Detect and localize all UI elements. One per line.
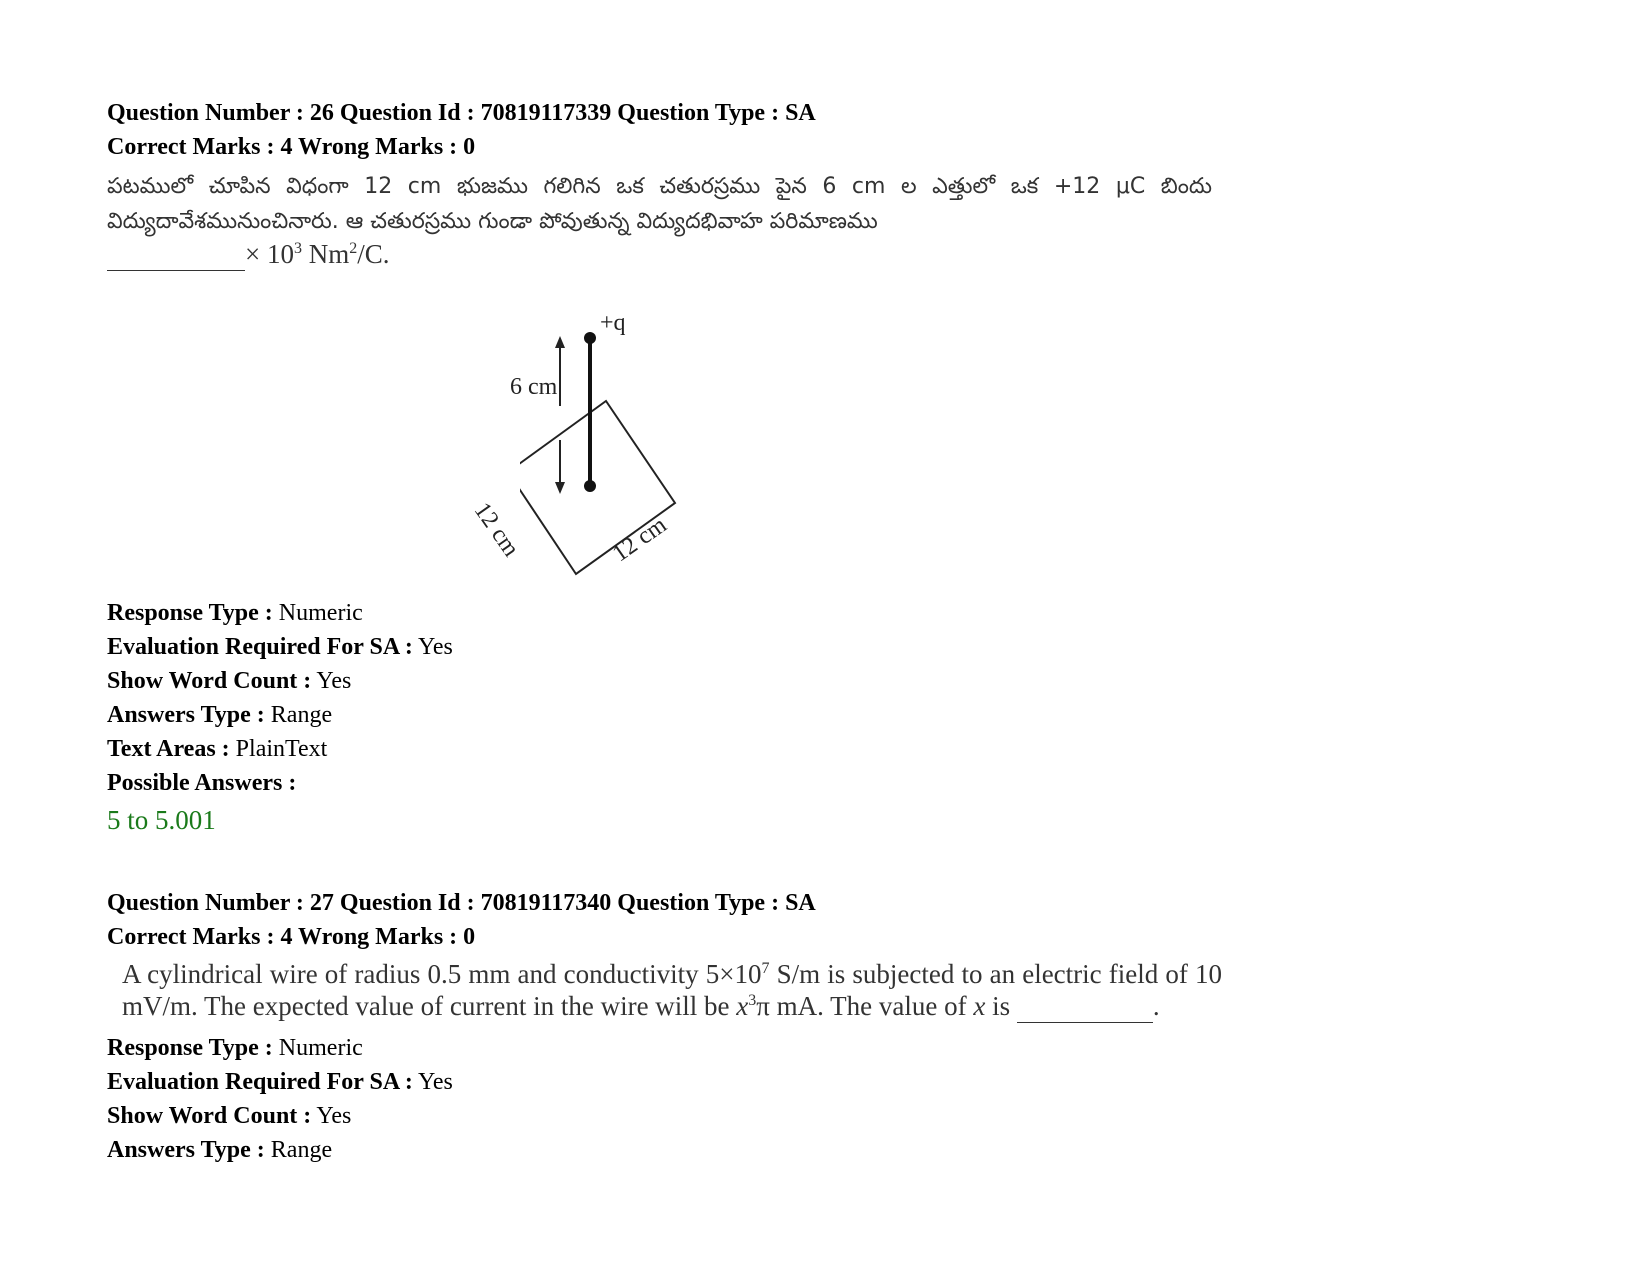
meta-text-areas: Text Areas : PlainText: [107, 736, 328, 762]
arrow-down-icon: [555, 482, 565, 494]
side-bottom-label: 12 cm: [608, 511, 672, 568]
meta-show-word-count: Show Word Count : Yes: [107, 668, 352, 694]
marks-line: Correct Marks : 4 Wrong Marks : 0: [107, 924, 476, 950]
possible-answer-value: 5 to 5.001: [107, 805, 216, 835]
meta-answers-type: Answers Type : Range: [107, 702, 333, 728]
meta-possible-answers: Possible Answers :: [107, 770, 297, 796]
meta-answers-type: Answers Type : Range: [107, 1137, 333, 1163]
exponent: 3: [293, 240, 302, 257]
exponent: 7: [761, 960, 770, 977]
meta-show-word-count: Show Word Count : Yes: [107, 1103, 352, 1129]
question-26-meta: [107, 596, 1257, 840]
question-27-meta: [107, 1031, 1257, 1167]
side-left-label: 12 cm: [468, 498, 525, 562]
question-header: Question Number : 27 Question Id : 70819117340 Question Type : SA: [107, 890, 816, 916]
question-text: [107, 168, 1212, 271]
question-text-telugu: పటములో చూపిన విధంగా 12 cm భుజము గలిగిన ఒక చతురస్రము పైన 6 cm ల ఎత్తులో ఒక +12 μC బిందు విద్యుదావేశమునుంచినారు. ఆ చతురస్రము గుండా పోవుతున్న విద్యుదభివాహ పరిమాణము: [107, 174, 1212, 234]
question-figure: [468, 310, 740, 588]
answer-blank: [107, 238, 245, 271]
question-text-unit: /C.: [357, 239, 390, 269]
meta-response-type: Response Type : Numeric: [107, 1035, 363, 1061]
question-27: [107, 886, 1257, 1167]
question-text-unit: × 10: [245, 239, 294, 269]
arrow-up-icon: [555, 336, 565, 348]
charge-label: +q: [600, 310, 626, 336]
square-center-dot: [584, 480, 596, 492]
variable-x: x: [973, 991, 986, 1021]
question-header: Question Number : 26 Question Id : 70819117339 Question Type : SA: [107, 100, 816, 126]
variable-x: x: [736, 991, 749, 1021]
marks-line: Correct Marks : 4 Wrong Marks : 0: [107, 134, 476, 160]
answer-blank: [1017, 990, 1153, 1023]
exponent: 2: [349, 240, 358, 257]
meta-evaluation-required: Evaluation Required For SA : Yes: [107, 1069, 453, 1095]
question-text-unit: Nm: [301, 239, 350, 269]
exponent: 3: [748, 992, 757, 1009]
charge-dot: [584, 332, 596, 344]
question-text: A cylindrical wire of radius 0.5 mm and conductivity $5\times 10^7$ S/m is subjected to an electric field of 10 mV/m. The expected value of current in the wire will be $x^3\pi$ mA. The value of x is .: [122, 959, 1222, 1021]
question-26: [107, 96, 1257, 271]
height-label: 6 cm: [510, 374, 558, 400]
meta-response-type: Response Type : Numeric: [107, 600, 363, 626]
meta-evaluation-required: Evaluation Required For SA : Yes: [107, 634, 453, 660]
